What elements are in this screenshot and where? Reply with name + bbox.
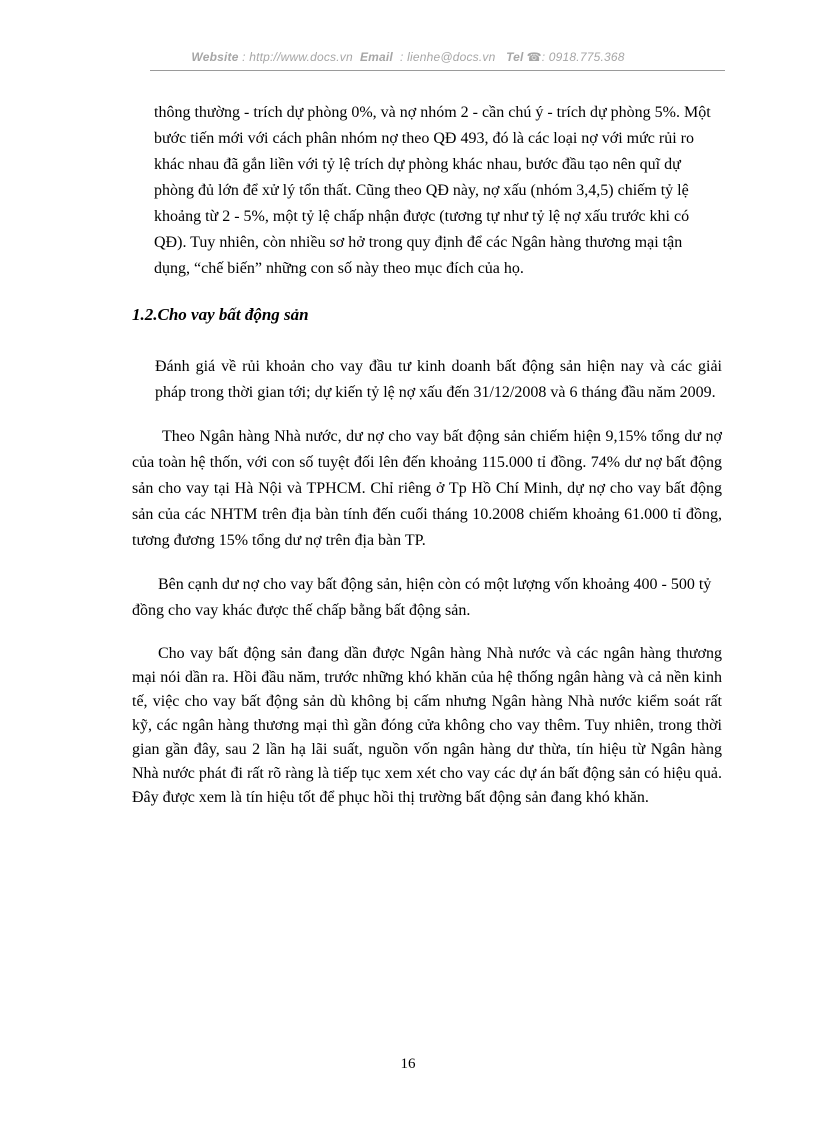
phone-icon: ☎: [526, 50, 542, 64]
document-body: [132, 100, 722, 810]
header-divider: [150, 70, 725, 71]
page-header: [0, 50, 816, 64]
paragraph-1: Đánh giá về rủi khoản cho vay đầu tư kinh doanh bất động sản hiện nay và các giải pháp trong thời gian tới; dự kiến tỷ lệ nợ xấu đến 31/12/2008 và 6 tháng đầu năm 2009.: [155, 358, 722, 401]
tel-label: Tel: [506, 50, 524, 64]
paragraph-2: Theo Ngân hàng Nhà nước, dư nợ cho vay bất động sản chiếm hiện 9,15% tổng dư nợ của toàn hệ thốn, với con số tuyệt đối lên đến khoảng 115.000 tỉ đồng. 74% dư nợ bất động sản cho vay tại Hà Nội và TPHCM. Chỉ riêng ở Tp Hồ Chí Minh, dự nợ cho vay bất động sản của các NHTM trên địa bàn tính đến cuối tháng 10.2008 chiếm khoảng 61.000 tỉ đồng, tương đương 15% tổng dư nợ trên địa bàn TP.: [132, 428, 722, 549]
paragraph-intro: thông thường - trích dự phòng 0%, và nợ nhóm 2 - cần chú ý - trích dự phòng 5%. Một bước tiến mới với cách phân nhóm nợ theo QĐ 493, đó là các loại nợ với mức rủi ro khác nhau đã gắn liền với tỷ lệ trích dự phòng khác nhau, bước đầu tạo nên quĩ dự phòng đủ lớn để xử lý tổn thất. Cũng theo QĐ này, nợ xấu (nhóm 3,4,5) chiếm tỷ lệ khoảng từ 2 - 5%, một tỷ lệ chấp nhận được (tương tự như tỷ lệ nợ xấu trước khi có QĐ). Tuy nhiên, còn nhiều sơ hở trong quy định để các Ngân hàng thương mại tận dụng, “chế biến” những con số này theo mục đích của họ.: [154, 104, 711, 277]
section-heading: 1.2.Cho vay bất động sản: [132, 305, 309, 324]
paragraph-3: Bên cạnh dư nợ cho vay bất động sản, hiện còn có một lượng vốn khoảng 400 - 500 tỷ đồng cho vay khác được thế chấp bằng bất động sản.: [132, 576, 712, 619]
paragraph-4: Cho vay bất động sản đang dần được Ngân hàng Nhà nước và các ngân hàng thương mại nói dần ra. Hồi đầu năm, trước những khó khăn của hệ thống ngân hàng và cả nền kinh tế, việc cho vay bất động sản dù không bị cấm nhưng Ngân hàng Nhà nước kiểm soát rất kỹ, các ngân hàng thương mại thì gần đóng cửa không cho vay thêm. Tuy nhiên, trong thời gian gần đây, sau 2 lần hạ lãi suất, nguồn vốn ngân hàng dư thừa, tín hiệu từ Ngân hàng Nhà nước phát đi rất rõ ràng là tiếp tục xem xét cho vay các dự án bất động sản có hiệu quả. Đây được xem là tín hiệu tốt để phục hồi thị trường bất động sản đang khó khăn.: [132, 645, 722, 806]
website-value: : http://www.docs.vn: [242, 50, 353, 64]
page-number: 16: [400, 1056, 416, 1072]
website-label: Website: [191, 50, 239, 64]
tel-value: : 0918.775.368: [541, 50, 625, 64]
email-label: Email: [359, 50, 393, 64]
email-value: : lienhe@docs.vn: [400, 50, 496, 64]
